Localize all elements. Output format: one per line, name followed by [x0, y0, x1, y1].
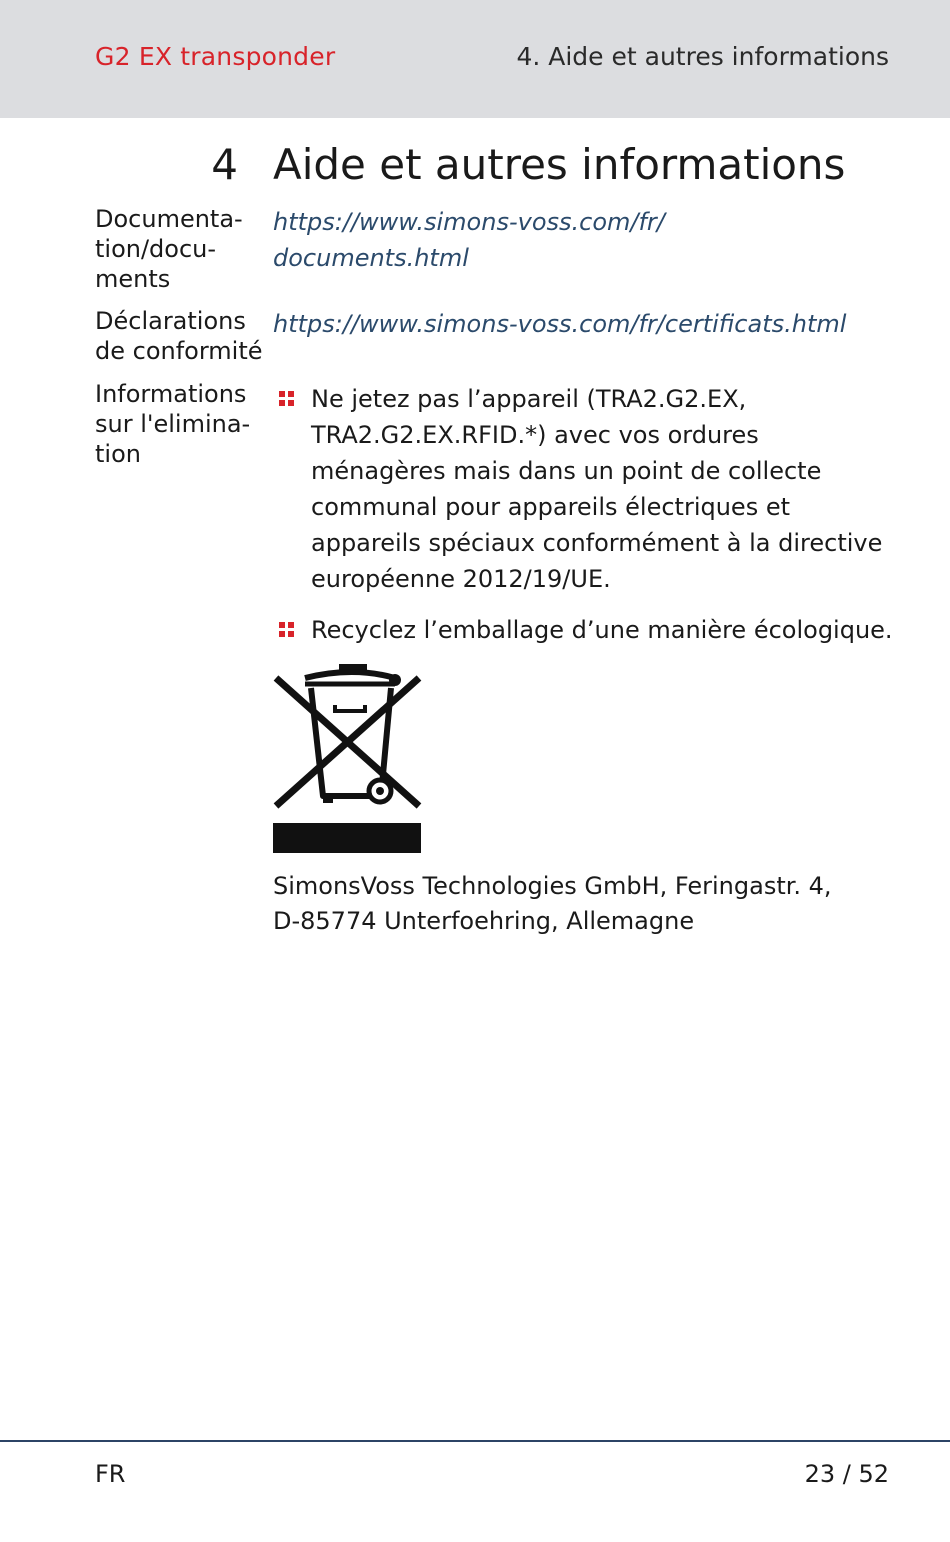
documents-link[interactable]: https://www.simons-voss.com/fr/ documents.html — [273, 208, 665, 272]
company-address: SimonsVoss Technologies GmbH, Feringastr. 4, D-85774 Unterfoehring, Allemagne — [273, 872, 832, 935]
chapter-number: 4 — [211, 140, 238, 189]
page-number: 23 / 52 — [804, 1460, 889, 1488]
certificates-link[interactable]: https://www.simons-voss.com/fr/certificats.html — [273, 310, 847, 338]
header-section-title: 4. Aide et autres informations — [516, 42, 889, 71]
disposal-label: Informations sur l'elimina- tion — [95, 380, 251, 468]
bullet-icon — [279, 391, 295, 407]
bullet-icon — [279, 622, 295, 638]
page-header — [0, 0, 950, 118]
disposal-instruction-text: Ne jetez pas l’appareil (TRA2.G2.EX, TRA2.G2.EX.RFID.*) avec vos ordures ménagères mais dans un point de collecte communal pour appareils électriques et appareils spéciaux conformément à la directive européenne 2012/19/UE. — [311, 385, 883, 593]
documentation-label: Documenta- tion/docu- ments — [95, 205, 243, 293]
footer-divider — [0, 1440, 950, 1442]
header-product-name: G2 EX transponder — [95, 42, 336, 71]
recycling-instruction-text: Recyclez l’emballage d’une manière écologique. — [311, 616, 893, 644]
crossed-out-wheelie-bin-icon — [273, 660, 423, 855]
chapter-title: Aide et autres informations — [273, 140, 846, 189]
conformity-label: Déclarations de conformité — [95, 307, 263, 365]
footer-language: FR — [95, 1460, 126, 1488]
